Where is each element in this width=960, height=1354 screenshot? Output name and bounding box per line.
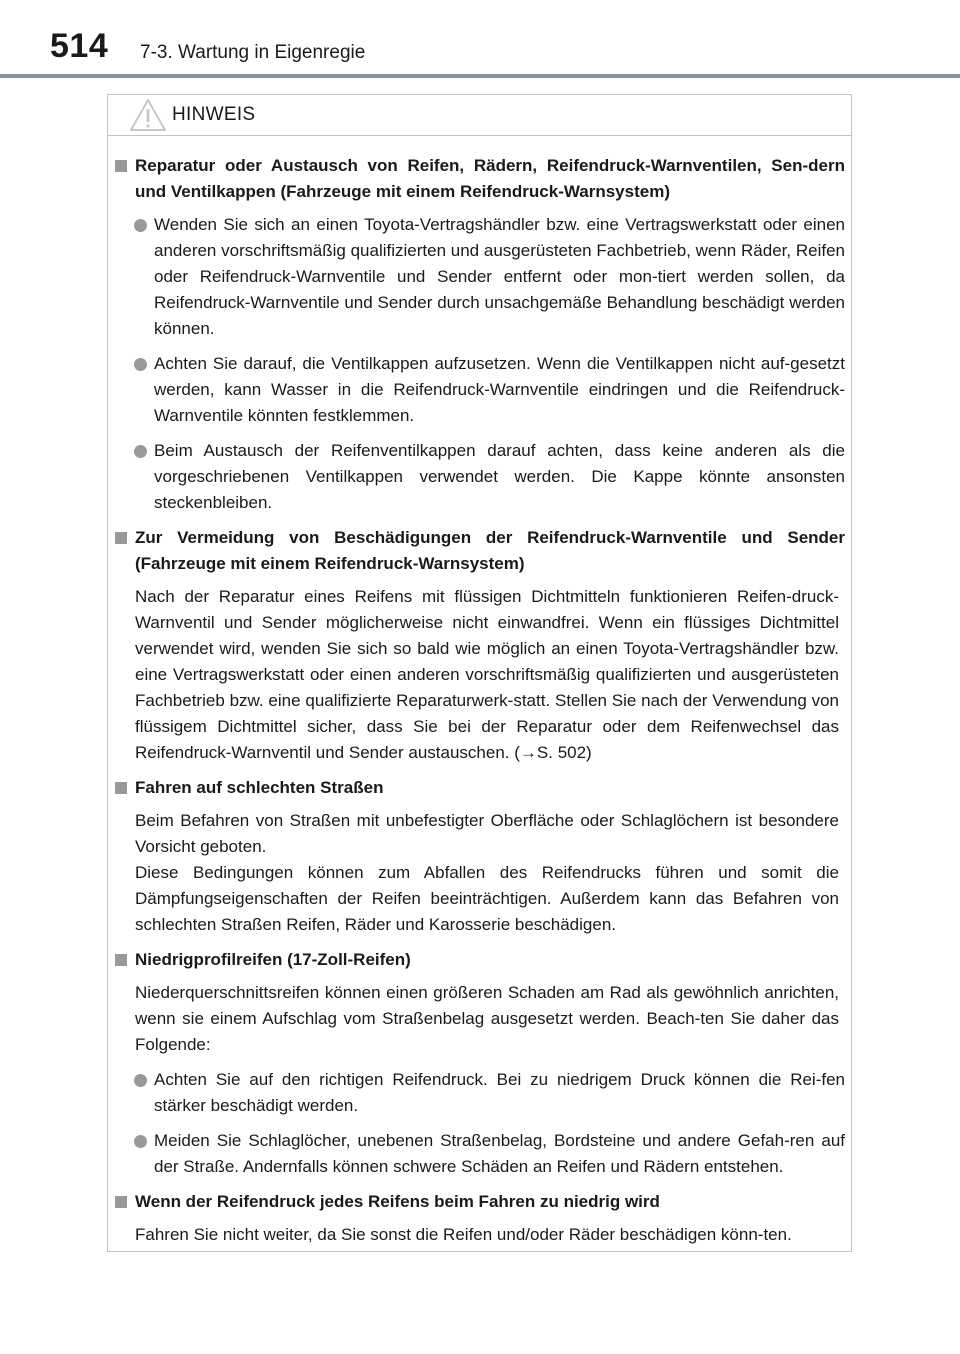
page-number: 514 xyxy=(50,27,109,65)
heading-text: Wenn der Reifendruck jedes Reifens beim Fahren zu niedrig wird xyxy=(135,1192,660,1211)
section-heading xyxy=(108,525,853,577)
section-heading xyxy=(108,1189,853,1215)
body-paragraph xyxy=(108,808,853,938)
section-heading xyxy=(108,947,853,973)
square-bullet-icon xyxy=(115,782,127,794)
dot-bullet-icon xyxy=(134,1074,147,1087)
square-bullet-icon xyxy=(115,954,127,966)
list-item-text: Beim Austausch der Reifenventilkappen darauf achten, dass keine anderen als die vorgeschriebenen Ventilkappen verwendet werden. Die Kappe könnte ansonsten steckenbleiben. xyxy=(154,441,845,512)
list-item xyxy=(108,1128,853,1180)
heading-text: Fahren auf schlechten Straßen xyxy=(135,778,384,797)
body-line: Diese Bedingungen können zum Abfallen des Reifendrucks führen und somit die Dämpfungseigenschaften der Reifen beeinträchtigen. Außerdem kann das Befahren von schlechten Straßen Reifen, Räder und Karosserie beschädigen. xyxy=(135,863,839,934)
dot-bullet-icon xyxy=(134,1135,147,1148)
dot-bullet-icon xyxy=(134,445,147,458)
square-bullet-icon xyxy=(115,532,127,544)
list-item xyxy=(108,1067,853,1119)
list-item-text: Wenden Sie sich an einen Toyota-Vertragshändler bzw. eine Vertragswerkstatt oder einen anderen vorschriftsmäßig qualifizierten und ausgerüsteten Fachbetrieb, wenn Räder, Reifen oder Reifendruck-Warnventile und Sender entfernt oder mon-tiert werden sollen, da Reifendruck-Warnventile und Sender durch unsachgemäße Behandlung beschädigt werden können. xyxy=(154,215,845,338)
notice-content xyxy=(108,153,853,1257)
page-header xyxy=(0,0,960,80)
notice-header xyxy=(108,95,851,136)
heading-text: Niedrigprofilreifen (17-Zoll-Reifen) xyxy=(135,950,411,969)
list-item xyxy=(108,438,853,516)
section-title: 7-3. Wartung in Eigenregie xyxy=(140,42,366,63)
header-rule xyxy=(0,74,960,78)
list-item-text: Meiden Sie Schlaglöcher, unebenen Straßenbelag, Bordsteine und andere Gefah-ren auf der Straße. Andernfalls können schwere Schäden an Reifen und Rädern entstehen. xyxy=(154,1131,845,1176)
body-line: Beim Befahren von Straßen mit unbefestigter Oberfläche oder Schlaglöchern ist besondere Vorsicht geboten. xyxy=(135,811,839,856)
warning-triangle-icon xyxy=(129,98,167,132)
section-heading xyxy=(108,153,853,205)
notice-box xyxy=(107,94,852,1252)
list-item xyxy=(108,351,853,429)
body-paragraph: Fahren Sie nicht weiter, da Sie sonst die Reifen und/oder Räder beschädigen könn-ten. xyxy=(135,1225,792,1244)
body-paragraph: Niederquerschnittsreifen können einen größeren Schaden am Rad als gewöhnlich anrichten, wenn sie einem Aufschlag vom Straßenbelag ausgesetzt werden. Beach-ten Sie daher das Folgende: xyxy=(135,983,839,1054)
square-bullet-icon xyxy=(115,160,127,172)
section-heading xyxy=(108,775,853,801)
square-bullet-icon xyxy=(115,1196,127,1208)
dot-bullet-icon xyxy=(134,219,147,232)
list-item-text: Achten Sie darauf, die Ventilkappen aufzusetzen. Wenn die Ventilkappen nicht auf-gesetzt werden, kann Wasser in die Reifendruck-Warnventile eindringen und die Reifendruck-Warnventile könnten festklemmen. xyxy=(154,354,845,425)
list-item-text: Achten Sie auf den richtigen Reifendruck. Bei zu niedrigem Druck können die Rei-fen stärker beschädigt werden. xyxy=(154,1070,845,1115)
body-paragraph: Nach der Reparatur eines Reifens mit flüssigen Dichtmitteln funktionieren Reifen-druck-Warnventil und Sender möglicherweise nicht einwandfrei. Wenn ein flüssiges Dichtmittel verwendet wird, wenden Sie sich so bald wie möglich an einen Toyota-Vertragshändler bzw. eine Vertragswerkstatt oder einen anderen vorschriftsmäßig qualifizierten und ausgerüsteten Fachbetrieb bzw. eine qualifizierte Reparaturwerk-statt. Stellen Sie nach der Verwendung von flüssigem Dichtmittel sicher, dass Sie bei der Reparatur oder dem Reifenwechsel das Reifendruck-Warnventil und Sender austauschen. (→S. 502) xyxy=(135,587,839,762)
list-item xyxy=(108,212,853,342)
heading-text: Reparatur oder Austausch von Reifen, Rädern, Reifendruck-Warnventilen, Sen-dern und Ventilkappen (Fahrzeuge mit einem Reifendruck-Warnsystem) xyxy=(135,156,845,201)
heading-text: Zur Vermeidung von Beschädigungen der Reifendruck-Warnventile und Sender (Fahrzeuge mit einem Reifendruck-Warnsystem) xyxy=(135,528,845,573)
dot-bullet-icon xyxy=(134,358,147,371)
notice-title: HINWEIS xyxy=(172,104,256,125)
